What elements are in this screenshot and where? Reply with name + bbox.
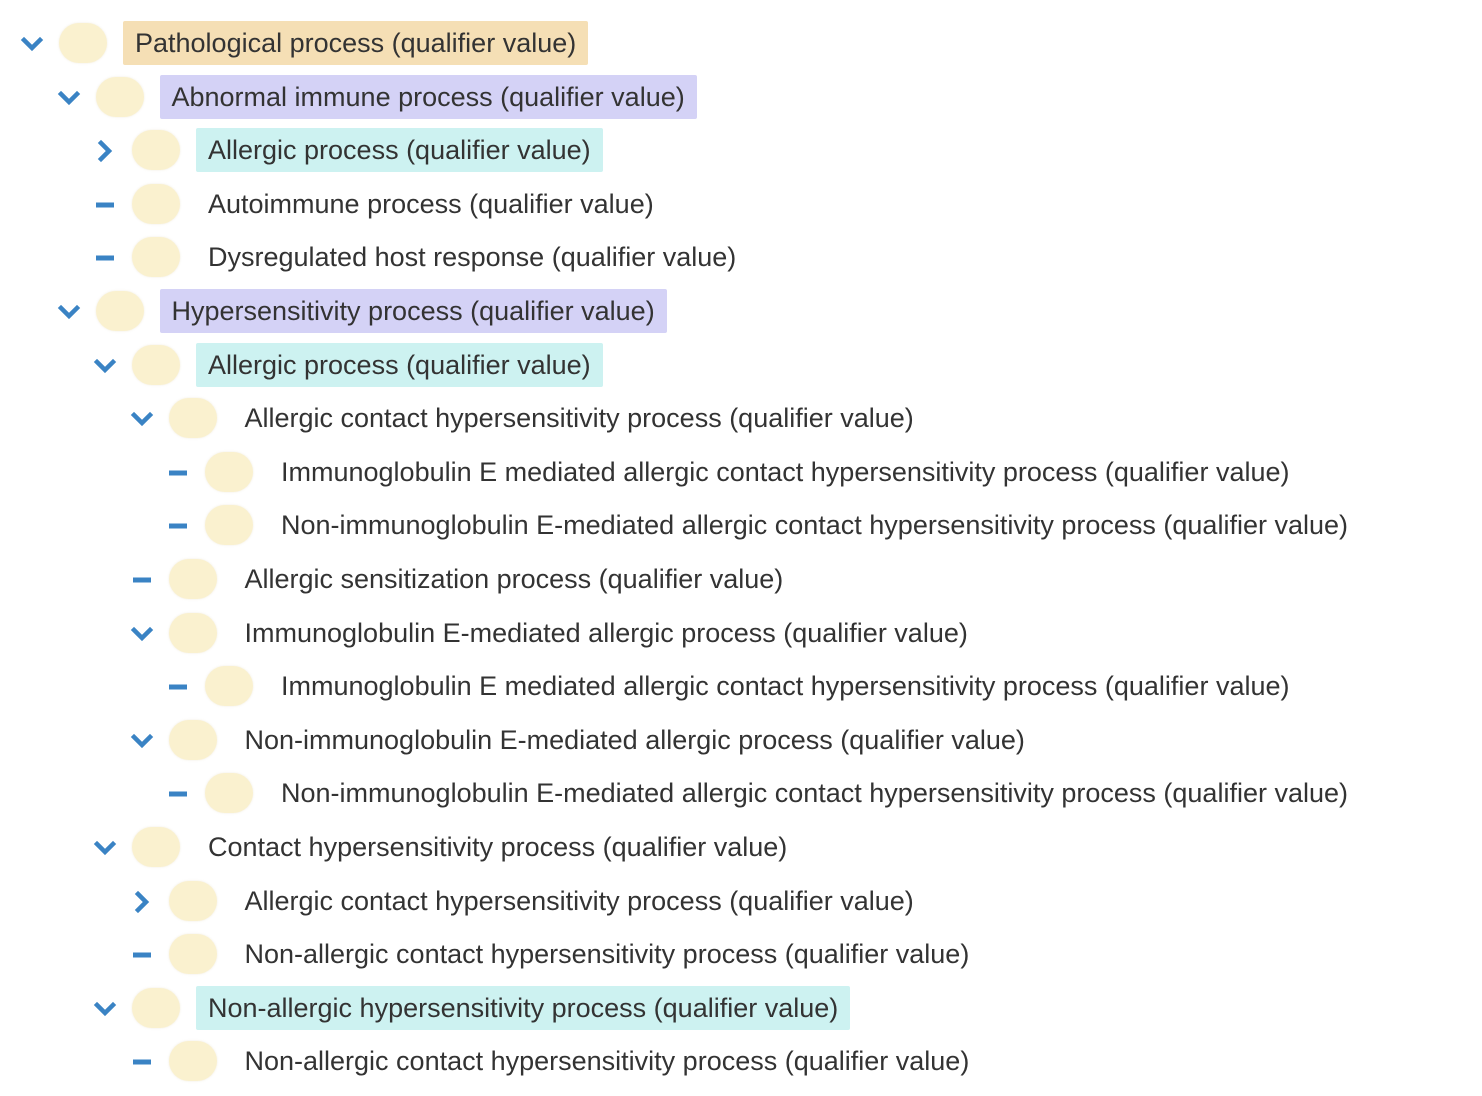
chevron-down-icon[interactable] <box>128 391 158 445</box>
tree-node-label[interactable]: Non-immunoglobulin E-mediated allergic contact hypersensitivity process (qualifier value) <box>281 778 1348 809</box>
concept-pill-icon[interactable] <box>59 23 107 63</box>
chevron-down-icon[interactable] <box>55 70 85 124</box>
tree-node-label[interactable]: Autoimmune process (qualifier value) <box>208 188 654 219</box>
concept-pill-icon[interactable] <box>169 613 217 653</box>
concept-pill-icon[interactable] <box>96 77 144 117</box>
tree-node-label[interactable]: Allergic contact hypersensitivity process (qualifier value) <box>244 885 914 916</box>
concept-hierarchy-tree <box>0 16 1482 1088</box>
tree-node-label[interactable]: Non-allergic hypersensitivity process (qualifier value) <box>196 986 850 1030</box>
dash-icon <box>164 659 194 713</box>
concept-pill-icon[interactable] <box>96 291 144 331</box>
dash-icon <box>128 552 158 606</box>
tree-node <box>0 552 1482 606</box>
tree-node <box>0 70 1482 124</box>
tree-node <box>0 981 1482 1035</box>
tree-node-label[interactable]: Allergic process (qualifier value) <box>196 343 603 387</box>
tree-node <box>0 713 1482 767</box>
concept-pill-icon[interactable] <box>205 505 253 545</box>
dash-icon <box>164 766 194 820</box>
tree-node <box>0 927 1482 981</box>
tree-node <box>0 338 1482 392</box>
tree-node <box>0 766 1482 820</box>
dash-icon <box>128 1034 158 1088</box>
concept-pill-icon[interactable] <box>132 237 180 277</box>
tree-node-label[interactable]: Non-immunoglobulin E-mediated allergic process (qualifier value) <box>244 724 1025 755</box>
dash-icon <box>128 927 158 981</box>
tree-node-label[interactable]: Contact hypersensitivity process (qualifier value) <box>208 831 788 862</box>
concept-pill-icon[interactable] <box>169 881 217 921</box>
concept-pill-icon[interactable] <box>169 398 217 438</box>
concept-pill-icon[interactable] <box>169 720 217 760</box>
chevron-right-icon[interactable] <box>91 123 121 177</box>
chevron-down-icon[interactable] <box>128 606 158 660</box>
chevron-down-icon[interactable] <box>91 981 121 1035</box>
chevron-down-icon[interactable] <box>55 284 85 338</box>
concept-pill-icon[interactable] <box>169 1041 217 1081</box>
dash-icon <box>164 445 194 499</box>
tree-node-label[interactable]: Non-immunoglobulin E-mediated allergic contact hypersensitivity process (qualifier value) <box>281 510 1348 541</box>
tree-node-label[interactable]: Non-allergic contact hypersensitivity process (qualifier value) <box>244 1046 970 1077</box>
tree-node <box>0 177 1482 231</box>
tree-node <box>0 498 1482 552</box>
concept-pill-icon[interactable] <box>205 666 253 706</box>
concept-pill-icon[interactable] <box>132 130 180 170</box>
dash-icon <box>91 230 121 284</box>
concept-pill-icon[interactable] <box>132 184 180 224</box>
tree-node <box>0 659 1482 713</box>
tree-node <box>0 820 1482 874</box>
chevron-right-icon[interactable] <box>128 874 158 928</box>
tree-node-label[interactable]: Immunoglobulin E-mediated allergic process (qualifier value) <box>244 617 968 648</box>
concept-pill-icon[interactable] <box>132 345 180 385</box>
concept-pill-icon[interactable] <box>205 773 253 813</box>
tree-node-label[interactable]: Non-allergic contact hypersensitivity process (qualifier value) <box>244 939 970 970</box>
tree-node-label[interactable]: Hypersensitivity process (qualifier value) <box>160 289 667 333</box>
concept-pill-icon[interactable] <box>132 827 180 867</box>
tree-node <box>0 123 1482 177</box>
dash-icon <box>91 177 121 231</box>
tree-node <box>0 230 1482 284</box>
tree-node <box>0 606 1482 660</box>
concept-pill-icon[interactable] <box>132 988 180 1028</box>
tree-node-label[interactable]: Allergic sensitization process (qualifier value) <box>244 563 784 594</box>
chevron-down-icon[interactable] <box>18 16 48 70</box>
tree-node <box>0 445 1482 499</box>
concept-pill-icon[interactable] <box>205 452 253 492</box>
tree-node-label[interactable]: Immunoglobulin E mediated allergic contact hypersensitivity process (qualifier value) <box>281 456 1290 487</box>
tree-node <box>0 391 1482 445</box>
tree-node-label[interactable]: Dysregulated host response (qualifier value) <box>208 242 737 273</box>
tree-node-label[interactable]: Immunoglobulin E mediated allergic contact hypersensitivity process (qualifier value) <box>281 671 1290 702</box>
dash-icon <box>164 498 194 552</box>
chevron-down-icon[interactable] <box>128 713 158 767</box>
chevron-down-icon[interactable] <box>91 820 121 874</box>
tree-node <box>0 1034 1482 1088</box>
tree-node-label[interactable]: Allergic contact hypersensitivity process (qualifier value) <box>244 403 914 434</box>
chevron-down-icon[interactable] <box>91 338 121 392</box>
tree-node-label[interactable]: Abnormal immune process (qualifier value) <box>160 75 697 119</box>
concept-pill-icon[interactable] <box>169 934 217 974</box>
concept-pill-icon[interactable] <box>169 559 217 599</box>
tree-node <box>0 284 1482 338</box>
tree-node <box>0 16 1482 70</box>
tree-node-label[interactable]: Pathological process (qualifier value) <box>123 21 588 65</box>
tree-node-label[interactable]: Allergic process (qualifier value) <box>196 128 603 172</box>
tree-node <box>0 874 1482 928</box>
